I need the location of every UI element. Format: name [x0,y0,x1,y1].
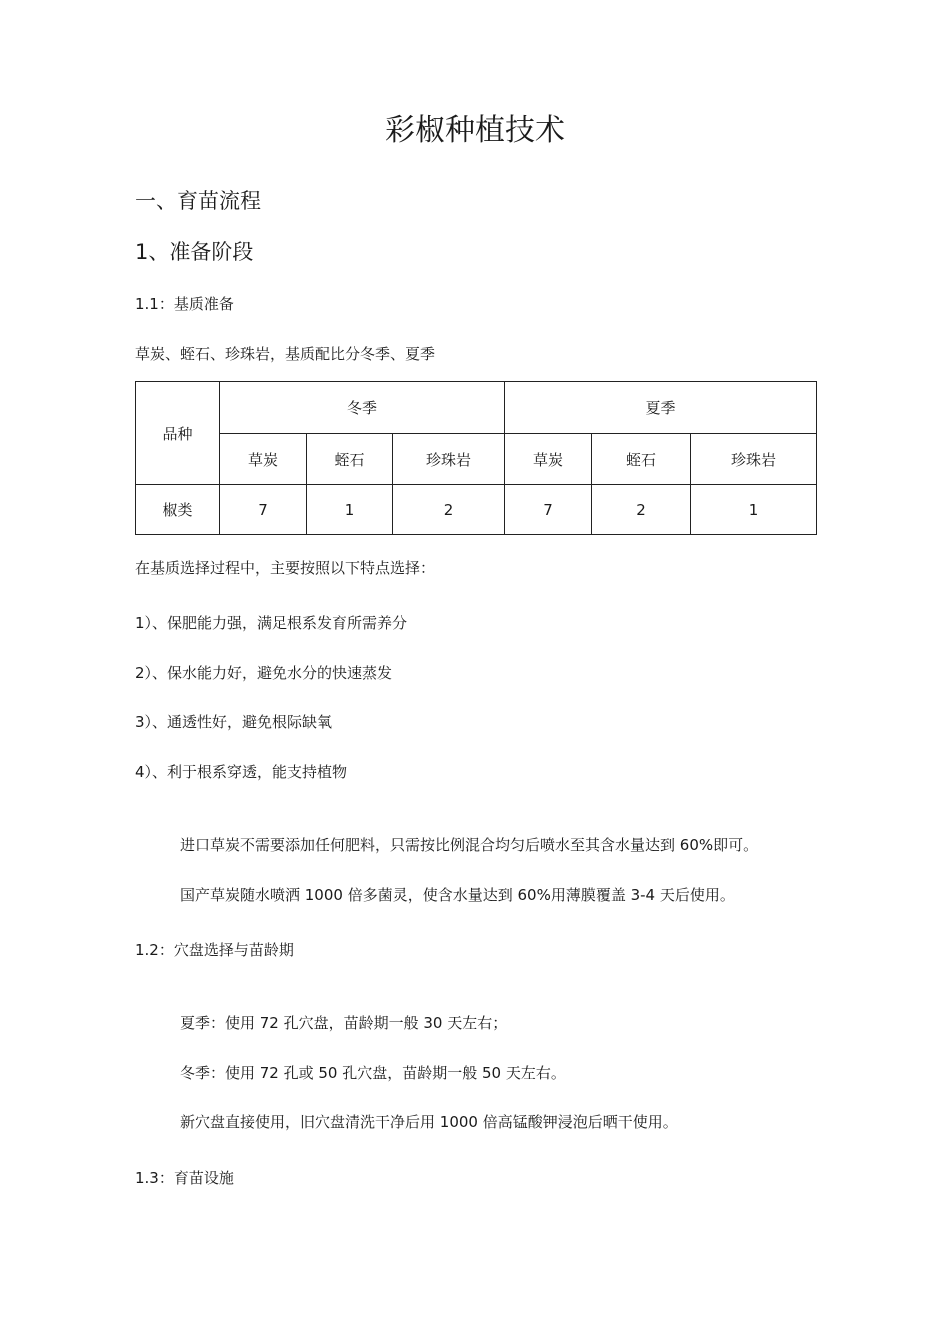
col-header: 珍珠岩 [691,434,817,485]
table-cell: 7 [220,485,307,535]
col-header: 蛭石 [592,434,691,485]
list-item: 4）、利于根系穿透，能支持植物 [135,763,348,781]
table-cell: 1 [307,485,393,535]
note-paragraph: 国产草炭随水喷洒 1000 倍多菌灵，使含水量达到 60%用薄膜覆盖 3-4 天后使用。 [180,886,735,904]
tray-line: 新穴盘直接使用，旧穴盘清洗干净后用 1000 倍高锰酸钾浸泡后晒干使用。 [180,1113,678,1131]
row-label: 椒类 [136,485,220,535]
table-cell: 7 [505,485,592,535]
substrate-intro: 草炭、蛭石、珍珠岩，基质配比分冬季、夏季 [135,345,436,363]
table-cell: 2 [592,485,691,535]
page-title: 彩椒种植技术 [385,113,565,148]
selection-intro: 在基质选择过程中，主要按照以下特点选择： [135,559,436,577]
substrate-ratio-table [135,381,817,535]
header-winter: 冬季 [220,382,505,434]
subsection-heading: 1、准备阶段 [135,240,254,264]
tray-line: 冬季：使用 72 孔或 50 孔穴盘，苗龄期一般 50 天左右。 [180,1064,566,1082]
heading-1-1: 1.1：基质准备 [135,295,234,313]
col-header: 草炭 [505,434,592,485]
section-heading: 一、育苗流程 [135,189,261,213]
col-header: 蛭石 [307,434,393,485]
col-header: 珍珠岩 [393,434,505,485]
header-variety: 品种 [136,382,220,485]
list-item: 2）、保水能力好，避免水分的快速蒸发 [135,664,393,682]
heading-1-3: 1.3：育苗设施 [135,1169,234,1187]
table-cell: 2 [393,485,505,535]
note-paragraph: 进口草炭不需要添加任何肥料，只需按比例混合均匀后喷水至其含水量达到 60%即可。 [180,836,759,854]
heading-1-2: 1.2：穴盘选择与苗龄期 [135,941,294,959]
col-header: 草炭 [220,434,307,485]
table-cell: 1 [691,485,817,535]
list-item: 3）、通透性好，避免根际缺氧 [135,713,333,731]
tray-line: 夏季：使用 72 孔穴盘，苗龄期一般 30 天左右； [180,1014,508,1032]
header-summer: 夏季 [505,382,817,434]
list-item: 1）、保肥能力强，满足根系发育所需养分 [135,614,408,632]
